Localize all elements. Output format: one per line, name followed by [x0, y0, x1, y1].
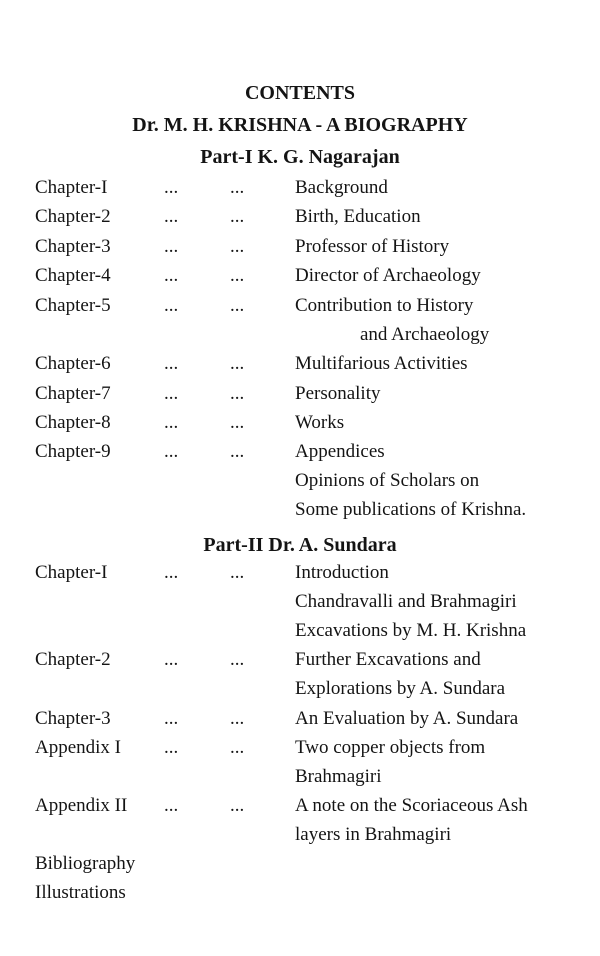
part-2-heading: Part-II Dr. A. Sundara	[203, 534, 397, 556]
toc-entry-continuation	[0, 677, 600, 701]
toc-entry	[0, 235, 600, 259]
leader-dots: ...	[164, 236, 179, 257]
entry-title: Introduction	[295, 562, 389, 583]
leader-dots: ...	[230, 649, 245, 670]
entry-label: Chapter-5	[35, 295, 111, 316]
entry-title: Director of Archaeology	[295, 265, 481, 286]
toc-entry	[0, 264, 600, 288]
leader-dots: ...	[164, 295, 179, 316]
leader-dots: ...	[164, 562, 179, 583]
entry-title-continued: Some publications of Krishna.	[295, 499, 527, 520]
toc-entry-continuation	[0, 323, 600, 347]
entry-title: Professor of History	[295, 236, 450, 257]
leader-dots: ...	[164, 206, 179, 227]
entry-title: Works	[295, 412, 345, 433]
toc-entry	[0, 382, 600, 406]
entry-label: Chapter-6	[35, 353, 111, 374]
leader-dots: ...	[164, 383, 179, 404]
entry-title-continued: Chandravalli and Brahmagiri	[295, 591, 517, 612]
entry-title: Two copper objects from	[295, 737, 486, 758]
leader-dots: ...	[164, 412, 179, 433]
leader-dots: ...	[230, 562, 245, 583]
toc-entry	[0, 205, 600, 229]
entry-title-continued: Opinions of Scholars on	[295, 470, 480, 491]
entry-title: Contribution to History	[295, 295, 474, 316]
toc-entry	[0, 648, 600, 672]
leader-dots: ...	[230, 177, 245, 198]
entry-title: Background	[295, 177, 388, 198]
toc-entry	[0, 411, 600, 435]
entry-title-continued: Explorations by A. Sundara	[295, 678, 506, 699]
leader-dots: ...	[164, 737, 179, 758]
entry-label: Chapter-9	[35, 441, 111, 462]
leader-dots: ...	[230, 206, 245, 227]
toc-entry	[0, 176, 600, 200]
toc-entry	[0, 440, 600, 464]
entry-label: Chapter-4	[35, 265, 111, 286]
entry-title: A note on the Scoriaceous Ash	[295, 795, 528, 816]
entry-label: Chapter-8	[35, 412, 111, 433]
entry-title-continued: Brahmagiri	[295, 766, 382, 787]
entry-title: Personality	[295, 383, 381, 404]
entry-title: Appendices	[295, 441, 385, 462]
toc-entry	[0, 707, 600, 731]
leader-dots: ...	[230, 353, 245, 374]
contents-heading: CONTENTS	[244, 82, 356, 104]
entry-label: Chapter-2	[35, 206, 111, 227]
leader-dots: ...	[164, 795, 179, 816]
book-title: Dr. M. H. KRISHNA - A BIOGRAPHY	[132, 114, 468, 136]
leader-dots: ...	[230, 441, 245, 462]
part-1-heading: Part-I K. G. Nagarajan	[200, 146, 400, 168]
leader-dots: ...	[164, 708, 179, 729]
entry-label: Chapter-2	[35, 649, 111, 670]
leader-dots: ...	[230, 737, 245, 758]
toc-entry-continuation	[0, 498, 600, 522]
entry-label: Appendix I	[35, 737, 122, 758]
leader-dots: ...	[230, 236, 245, 257]
entry-label: Chapter-3	[35, 708, 111, 729]
toc-entry	[0, 794, 600, 818]
entry-label: Chapter-I	[35, 177, 108, 198]
toc-entry-continuation	[0, 469, 600, 493]
illustrations-entry: Illustrations	[35, 882, 126, 903]
toc-entry-continuation	[0, 823, 600, 847]
entry-title: Birth, Education	[295, 206, 421, 227]
toc-entry-continuation	[0, 765, 600, 789]
toc-entry	[0, 294, 600, 318]
entry-title: Further Excavations and	[295, 649, 481, 670]
leader-dots: ...	[230, 295, 245, 316]
entry-title-continued: and Archaeology	[360, 324, 490, 345]
leader-dots: ...	[230, 383, 245, 404]
bibliography-entry: Bibliography	[35, 853, 136, 874]
entry-label: Chapter-7	[35, 383, 111, 404]
entry-label: Appendix II	[35, 795, 128, 816]
toc-entry-continuation	[0, 590, 600, 614]
entry-label: Chapter-I	[35, 562, 108, 583]
toc-entry-continuation	[0, 619, 600, 643]
leader-dots: ...	[164, 177, 179, 198]
leader-dots: ...	[164, 649, 179, 670]
toc-entry	[0, 561, 600, 585]
entry-title: Multifarious Activities	[295, 353, 468, 374]
entry-title-continued: layers in Brahmagiri	[295, 824, 452, 845]
leader-dots: ...	[230, 795, 245, 816]
leader-dots: ...	[164, 441, 179, 462]
toc-entry	[0, 736, 600, 760]
entry-label: Chapter-3	[35, 236, 111, 257]
entry-title: An Evaluation by A. Sundara	[295, 708, 519, 729]
leader-dots: ...	[230, 412, 245, 433]
leader-dots: ...	[230, 708, 245, 729]
leader-dots: ...	[164, 353, 179, 374]
toc-entry	[0, 352, 600, 376]
entry-title-continued: Excavations by M. H. Krishna	[295, 620, 527, 641]
leader-dots: ...	[230, 265, 245, 286]
leader-dots: ...	[164, 265, 179, 286]
